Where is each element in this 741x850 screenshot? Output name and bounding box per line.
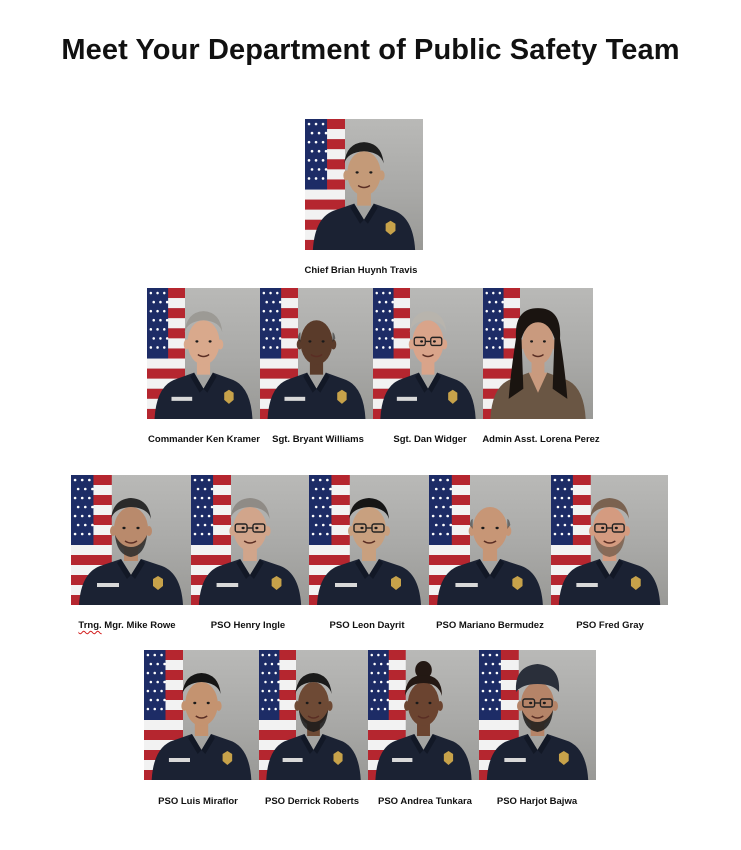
page-title: Meet Your Department of Public Safety Team	[61, 34, 680, 66]
staff-photo	[191, 475, 309, 605]
staff-photo	[429, 475, 551, 605]
staff-name-caption: PSO Derrick Roberts	[265, 796, 359, 807]
staff-name-caption: Commander Ken Kramer	[148, 434, 260, 445]
staff-name-caption: Sgt. Dan Widger	[393, 434, 467, 445]
portrait-figure	[551, 475, 668, 605]
staff-photo	[71, 475, 191, 605]
staff-photo	[309, 475, 429, 605]
portrait-figure	[260, 288, 373, 419]
portrait-figure	[191, 475, 309, 605]
staff-photo	[373, 288, 483, 419]
portrait-figure	[144, 650, 259, 780]
portrait-figure	[147, 288, 260, 419]
staff-photo	[305, 119, 423, 250]
portrait-figure	[429, 475, 551, 605]
staff-name-caption: PSO Henry Ingle	[210, 620, 286, 631]
staff-name-caption: PSO Leon Dayrit	[329, 620, 405, 631]
staff-name-caption: PSO Andrea Tunkara	[378, 796, 472, 807]
portrait-figure	[479, 650, 596, 780]
portrait-figure	[309, 475, 429, 605]
spellcheck-underlined-word: Trng.	[78, 620, 102, 631]
staff-name-caption: PSO Mariano Bermudez	[436, 620, 544, 631]
staff-photo	[368, 650, 479, 780]
staff-photo	[260, 288, 373, 419]
staff-name-caption: Chief Brian Huynh Travis	[304, 265, 418, 276]
portrait-figure	[483, 288, 593, 419]
staff-photo	[259, 650, 368, 780]
staff-name-caption: PSO Fred Gray	[576, 620, 644, 631]
portrait-figure	[259, 650, 368, 780]
staff-photo	[483, 288, 593, 419]
staff-name-caption: Sgt. Bryant Williams	[272, 434, 364, 445]
staff-name-caption: PSO Harjot Bajwa	[496, 796, 578, 807]
portrait-figure	[368, 650, 479, 780]
portrait-figure	[305, 119, 423, 250]
portrait-figure	[71, 475, 191, 605]
staff-name-caption: PSO Luis Miraflor	[158, 796, 238, 807]
caption-text: Mgr. Mike Rowe	[101, 620, 176, 631]
staff-photo	[551, 475, 668, 605]
staff-photo	[144, 650, 259, 780]
portrait-figure	[373, 288, 483, 419]
staff-photo	[147, 288, 260, 419]
staff-name-caption: Admin Asst. Lorena Perez	[482, 434, 600, 445]
staff-photo	[479, 650, 596, 780]
